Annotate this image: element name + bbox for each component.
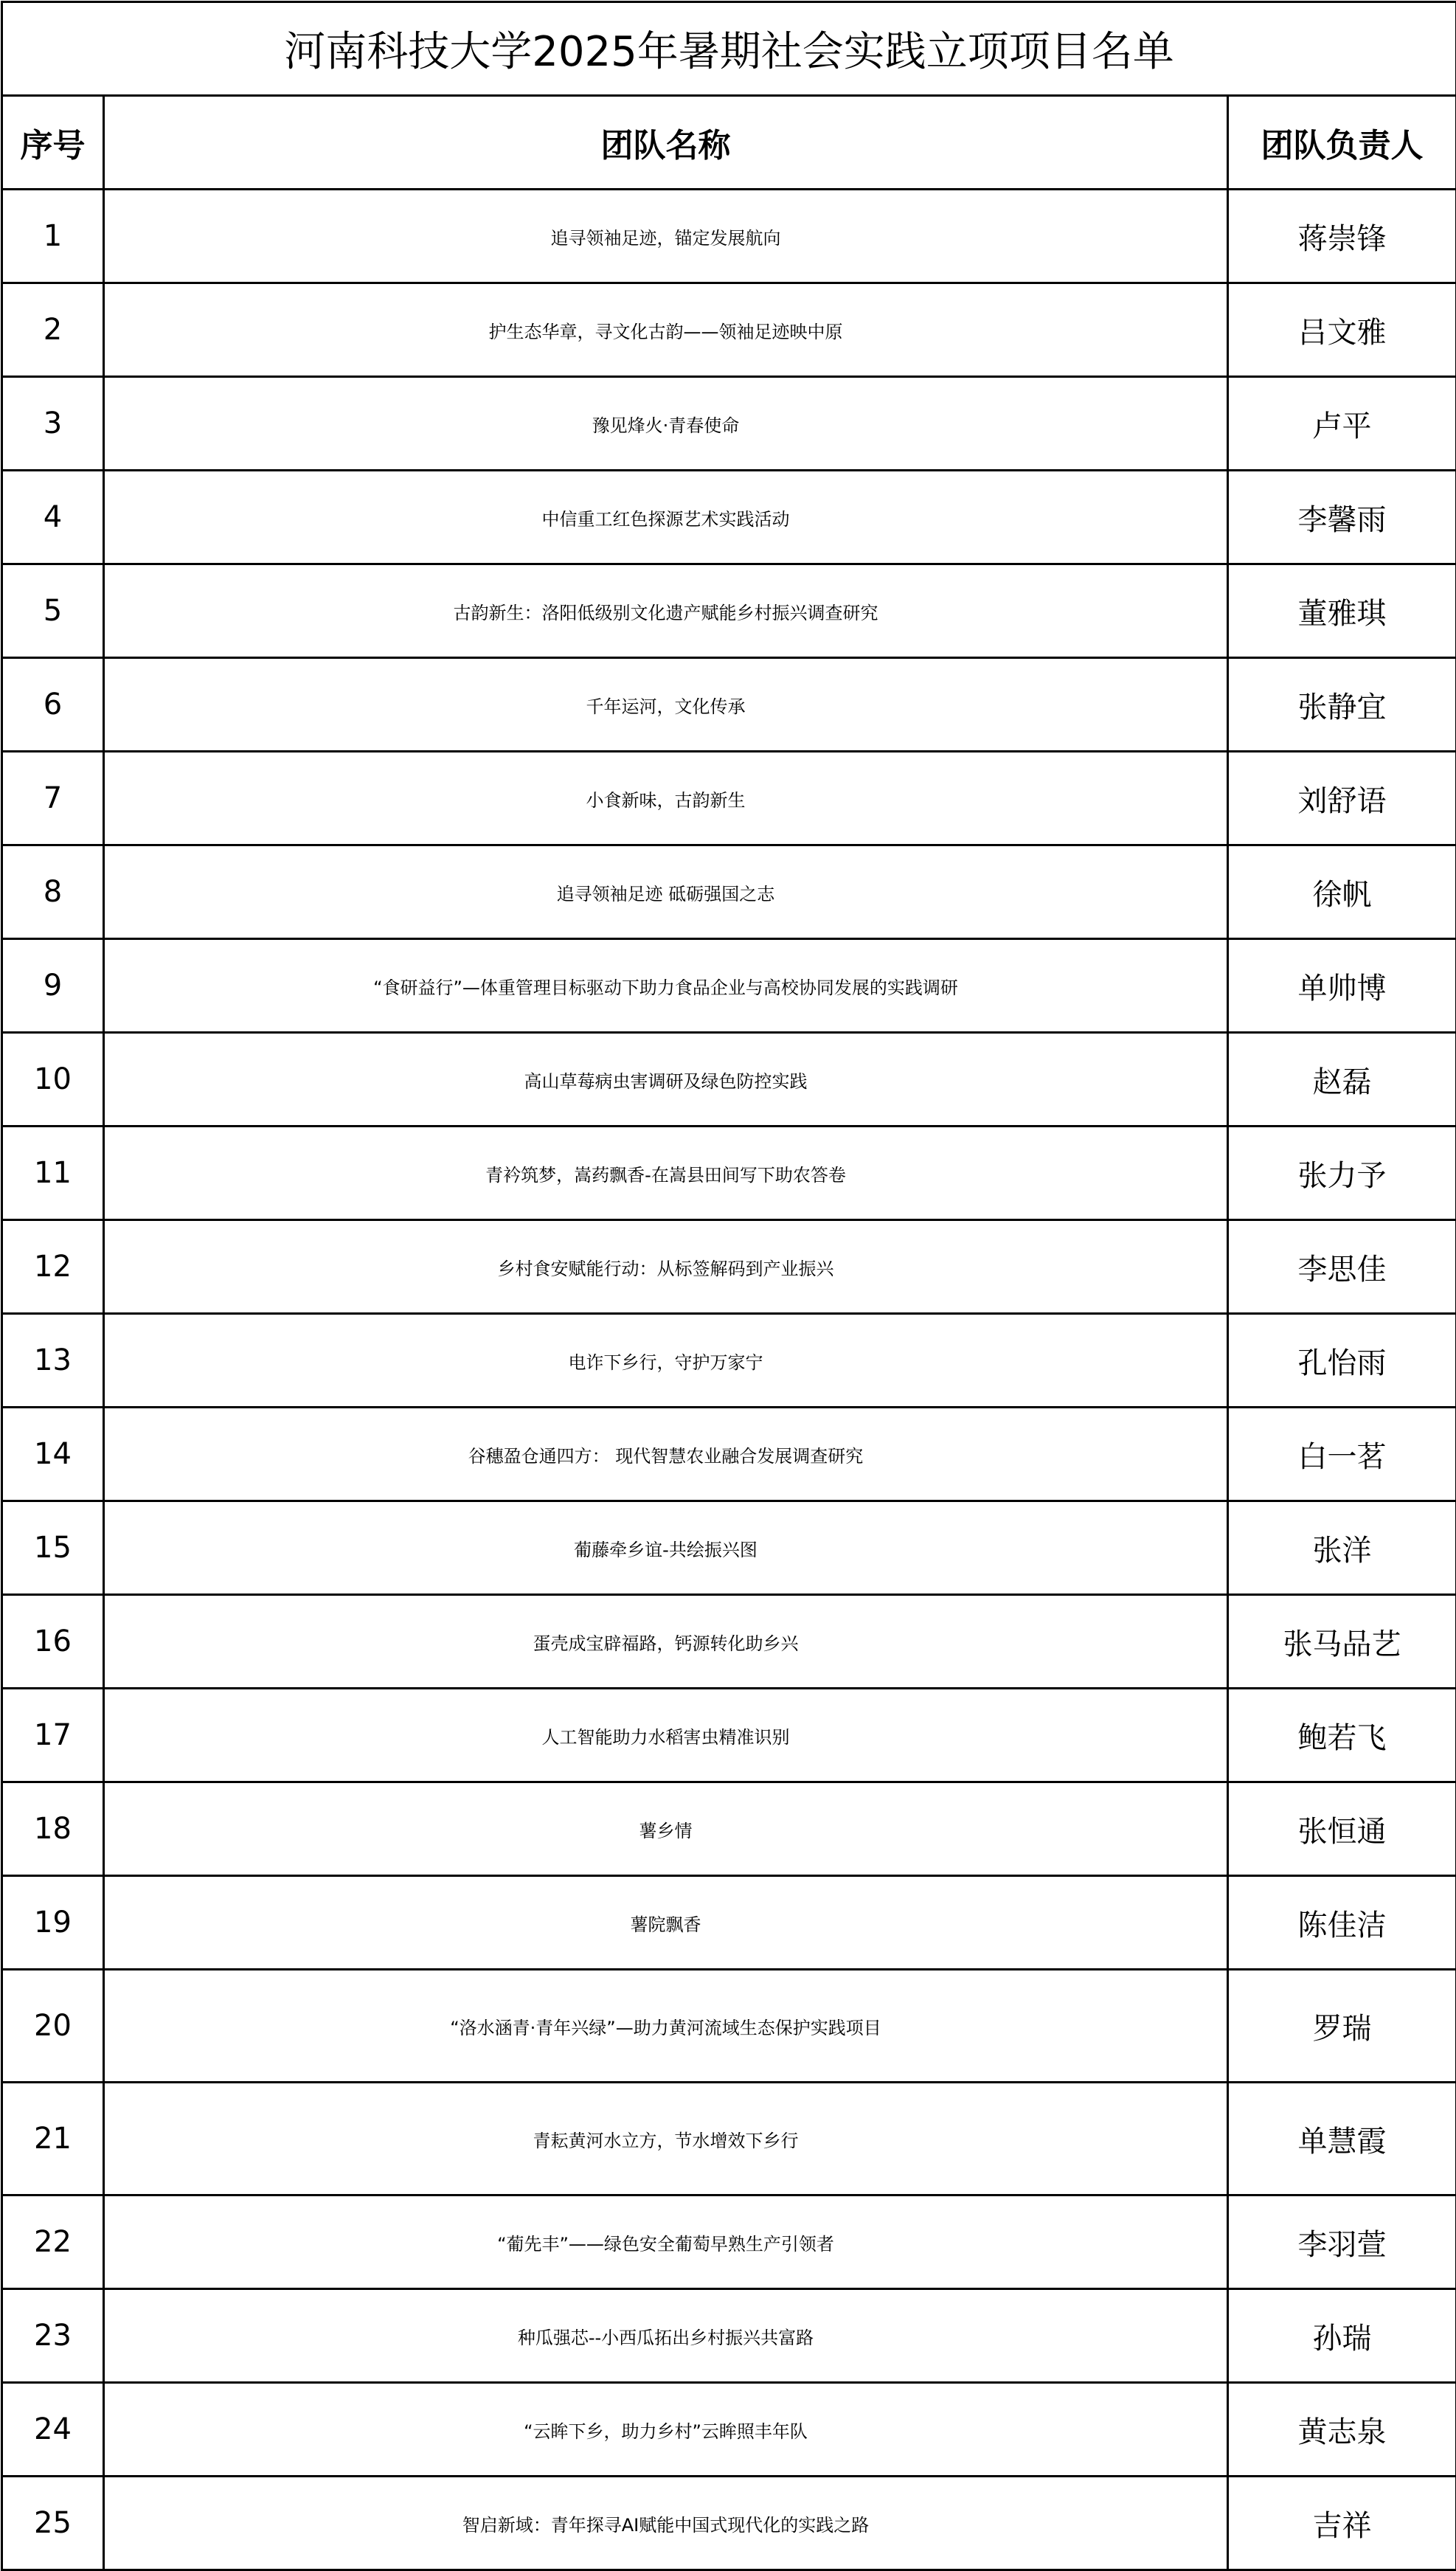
row-index: 1 (2, 190, 104, 283)
row-leader: 白一茗 (1228, 1408, 1456, 1501)
row-team-name: 古韵新生：洛阳低级别文化遗产赋能乡村振兴调查研究 (104, 564, 1228, 658)
row-leader: 陈佳洁 (1228, 1876, 1456, 1970)
row-team-name: 蛋壳成宝辟福路，钙源转化助乡兴 (104, 1595, 1228, 1689)
row-leader: 单帅博 (1228, 939, 1456, 1033)
row-index: 24 (2, 2383, 104, 2477)
row-index: 8 (2, 845, 104, 939)
row-team-name: 葡藤牵乡谊-共绘振兴图 (104, 1501, 1228, 1595)
row-leader: 吕文雅 (1228, 283, 1456, 377)
row-index: 4 (2, 471, 104, 564)
row-index: 19 (2, 1876, 104, 1970)
row-index: 9 (2, 939, 104, 1033)
table-row (2, 1970, 1456, 2083)
row-team-name: “食研益行”—体重管理目标驱动下助力食品企业与高校协同发展的实践调研 (104, 939, 1228, 1033)
table-row (2, 2083, 1456, 2195)
row-team-name: 豫见烽火·青春使命 (104, 377, 1228, 471)
row-team-name: 种瓜强芯--小西瓜拓出乡村振兴共富路 (104, 2289, 1228, 2383)
table-row (2, 1033, 1456, 1127)
row-leader: 蒋崇锋 (1228, 190, 1456, 283)
row-team-name: 小食新味，古韵新生 (104, 752, 1228, 845)
table-row (2, 2289, 1456, 2383)
row-leader: 张静宜 (1228, 658, 1456, 752)
row-team-name: 人工智能助力水稻害虫精准识别 (104, 1689, 1228, 1782)
row-leader: 吉祥 (1228, 2477, 1456, 2570)
table-row (2, 1689, 1456, 1782)
row-index: 6 (2, 658, 104, 752)
row-team-name: 乡村食安赋能行动：从标签解码到产业振兴 (104, 1220, 1228, 1314)
table-title: 河南科技大学2025年暑期社会实践立项项目名单 (2, 2, 1456, 96)
table-row (2, 1408, 1456, 1501)
row-index: 5 (2, 564, 104, 658)
row-leader: 罗瑞 (1228, 1970, 1456, 2083)
row-team-name: 中信重工红色探源艺术实践活动 (104, 471, 1228, 564)
row-leader: 单慧霞 (1228, 2083, 1456, 2195)
row-team-name: 薯乡情 (104, 1782, 1228, 1876)
table-row (2, 845, 1456, 939)
header-leader: 团队负责人 (1228, 96, 1456, 190)
row-leader: 李羽萱 (1228, 2195, 1456, 2289)
row-leader: 卢平 (1228, 377, 1456, 471)
row-leader: 张马品艺 (1228, 1595, 1456, 1689)
title-row (2, 2, 1456, 96)
row-team-name: 青耘黄河水立方，节水增效下乡行 (104, 2083, 1228, 2195)
row-leader: 李馨雨 (1228, 471, 1456, 564)
row-index: 15 (2, 1501, 104, 1595)
row-index: 10 (2, 1033, 104, 1127)
header-index: 序号 (2, 96, 104, 190)
row-index: 23 (2, 2289, 104, 2383)
table-row (2, 1782, 1456, 1876)
row-index: 21 (2, 2083, 104, 2195)
row-team-name: 千年运河，文化传承 (104, 658, 1228, 752)
row-team-name: 护生态华章，寻文化古韵——领袖足迹映中原 (104, 283, 1228, 377)
row-team-name: 追寻领袖足迹，锚定发展航向 (104, 190, 1228, 283)
table-row (2, 377, 1456, 471)
row-leader: 孙瑞 (1228, 2289, 1456, 2383)
row-team-name: “云眸下乡，助力乡村”云眸照丰年队 (104, 2383, 1228, 2477)
table-row (2, 1220, 1456, 1314)
row-leader: 张洋 (1228, 1501, 1456, 1595)
table-row (2, 939, 1456, 1033)
project-table (1, 1, 1456, 2571)
row-index: 7 (2, 752, 104, 845)
table-row (2, 1314, 1456, 1408)
row-index: 2 (2, 283, 104, 377)
row-index: 18 (2, 1782, 104, 1876)
row-index: 13 (2, 1314, 104, 1408)
row-team-name: 青衿筑梦，嵩药飘香-在嵩县田间写下助农答卷 (104, 1127, 1228, 1220)
table-row (2, 564, 1456, 658)
table-row (2, 2477, 1456, 2570)
row-index: 25 (2, 2477, 104, 2570)
table-row (2, 2195, 1456, 2289)
row-team-name: “洛水涵青·青年兴绿”—助力黄河流域生态保护实践项目 (104, 1970, 1228, 2083)
table-row (2, 2383, 1456, 2477)
row-leader: 刘舒语 (1228, 752, 1456, 845)
row-leader: 赵磊 (1228, 1033, 1456, 1127)
row-team-name: 薯院飘香 (104, 1876, 1228, 1970)
row-leader: 李思佳 (1228, 1220, 1456, 1314)
row-team-name: 电诈下乡行，守护万家宁 (104, 1314, 1228, 1408)
row-team-name: 追寻领袖足迹 砥砺强国之志 (104, 845, 1228, 939)
row-index: 16 (2, 1595, 104, 1689)
table-row (2, 190, 1456, 283)
row-leader: 黄志泉 (1228, 2383, 1456, 2477)
row-leader: 徐帆 (1228, 845, 1456, 939)
header-row (2, 96, 1456, 190)
table-row (2, 1127, 1456, 1220)
row-leader: 董雅琪 (1228, 564, 1456, 658)
table-row (2, 283, 1456, 377)
row-index: 17 (2, 1689, 104, 1782)
table-row (2, 1501, 1456, 1595)
table-row (2, 471, 1456, 564)
table-row (2, 1876, 1456, 1970)
row-index: 11 (2, 1127, 104, 1220)
row-index: 3 (2, 377, 104, 471)
row-leader: 孔怡雨 (1228, 1314, 1456, 1408)
row-leader: 张恒通 (1228, 1782, 1456, 1876)
row-team-name: “葡先丰”——绿色安全葡萄早熟生产引领者 (104, 2195, 1228, 2289)
row-team-name: 智启新域：青年探寻AI赋能中国式现代化的实践之路 (104, 2477, 1228, 2570)
row-leader: 鲍若飞 (1228, 1689, 1456, 1782)
header-team-name: 团队名称 (104, 96, 1228, 190)
row-leader: 张力予 (1228, 1127, 1456, 1220)
table-row (2, 658, 1456, 752)
row-team-name: 谷穗盈仓通四方： 现代智慧农业融合发展调查研究 (104, 1408, 1228, 1501)
row-index: 22 (2, 2195, 104, 2289)
row-index: 12 (2, 1220, 104, 1314)
row-index: 20 (2, 1970, 104, 2083)
table-row (2, 1595, 1456, 1689)
table-row (2, 752, 1456, 845)
row-index: 14 (2, 1408, 104, 1501)
row-team-name: 高山草莓病虫害调研及绿色防控实践 (104, 1033, 1228, 1127)
